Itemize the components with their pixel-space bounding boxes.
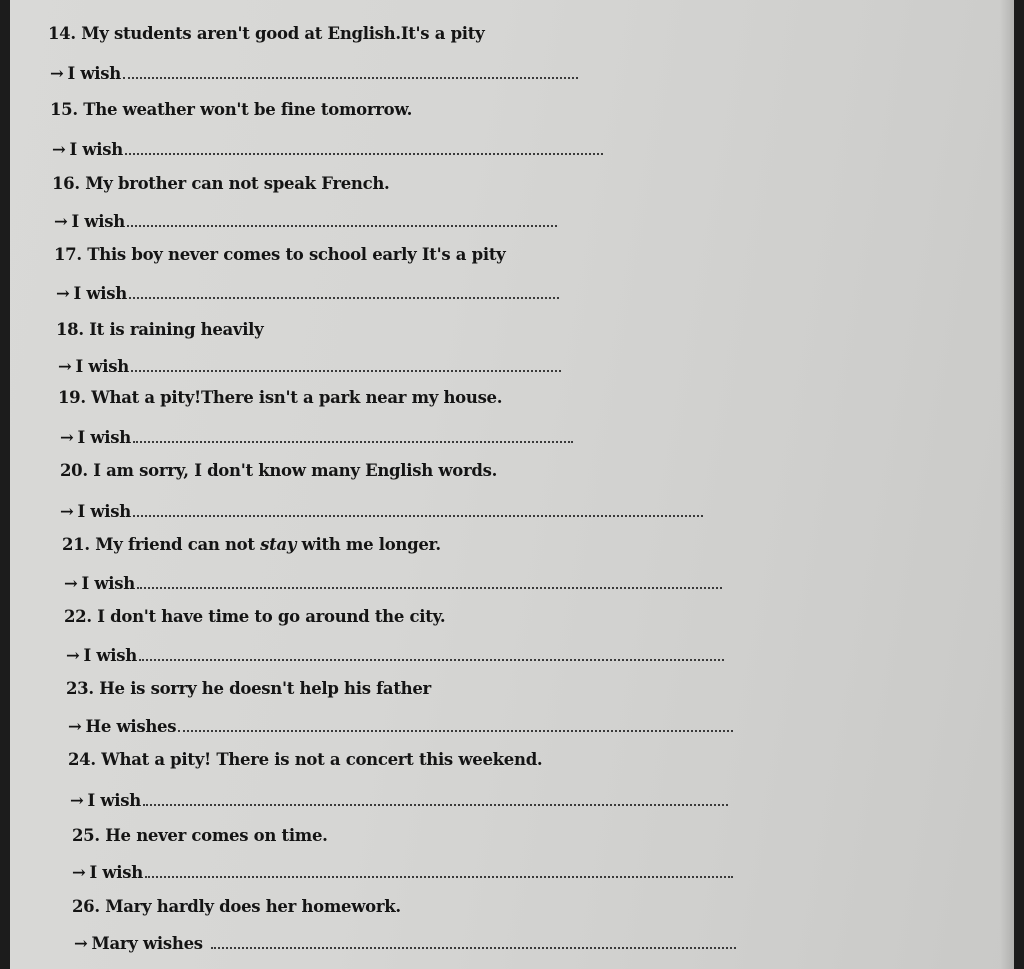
arrow-icon: → xyxy=(66,646,80,665)
exercise-26-answer-line: → Mary wishes xyxy=(74,934,736,953)
exercise-16-answer-line: → I wish xyxy=(54,212,557,231)
exercise-24-prompt: 24. What a pity! There is not a concert this weekend. xyxy=(68,750,543,769)
exercise-21-prompt: 21. My friend can not stay with me longer. xyxy=(62,535,441,554)
exercise-18-answer-line: → I wish xyxy=(58,357,561,376)
exercise-15-prompt: 15. The weather won't be fine tomorrow. xyxy=(50,100,413,119)
arrow-icon: → xyxy=(50,64,64,83)
exercise-21-answer-line: → I wish xyxy=(64,574,722,593)
arrow-icon: → xyxy=(60,502,74,521)
exercise-15-answer-line: → I wish xyxy=(52,140,603,159)
exercise-16-prompt: 16. My brother can not speak French. xyxy=(52,174,390,193)
exercise-14-answer-line: → I wish xyxy=(50,64,578,83)
exercise-24-answer-line: → I wish xyxy=(70,791,728,810)
exercise-18-prompt: 18. It is raining heavily xyxy=(56,320,264,339)
arrow-icon: → xyxy=(58,357,72,376)
exercise-17-prompt: 17. This boy never comes to school early It's a pity xyxy=(54,245,506,264)
exercise-19-answer-line: → I wish xyxy=(60,428,573,447)
answer-blank xyxy=(133,513,703,517)
answer-blank xyxy=(129,295,559,299)
exercise-25-answer-line: → I wish xyxy=(72,863,733,882)
arrow-icon: → xyxy=(72,863,86,882)
arrow-icon: → xyxy=(74,934,88,953)
exercise-22-prompt: 22. I don't have time to go around the city. xyxy=(64,607,446,626)
answer-blank xyxy=(127,223,557,227)
exercise-20-answer-line: → I wish xyxy=(60,502,703,521)
arrow-icon: → xyxy=(68,717,82,736)
answer-blank xyxy=(133,439,573,443)
worksheet-page xyxy=(10,0,1014,969)
arrow-icon: → xyxy=(70,791,84,810)
answer-blank xyxy=(131,368,561,372)
page-edge-shadow xyxy=(1000,0,1014,969)
exercise-25-prompt: 25. He never comes on time. xyxy=(72,826,328,845)
arrow-icon: → xyxy=(56,284,70,303)
arrow-icon: → xyxy=(60,428,74,447)
answer-blank xyxy=(139,657,724,661)
exercise-23-prompt: 23. He is sorry he doesn't help his father xyxy=(66,679,431,698)
answer-blank xyxy=(178,728,733,732)
exercise-22-answer-line: → I wish xyxy=(66,646,724,665)
answer-blank xyxy=(143,802,728,806)
exercise-14-prompt: 14. My students aren't good at English.It's a pity xyxy=(48,24,485,43)
answer-blank xyxy=(125,151,603,155)
answer-blank xyxy=(123,75,578,79)
arrow-icon: → xyxy=(64,574,78,593)
exercise-23-answer-line: → He wishes xyxy=(68,717,733,736)
exercise-19-prompt: 19. What a pity!There isn't a park near my house. xyxy=(58,388,503,407)
answer-blank xyxy=(145,874,733,878)
arrow-icon: → xyxy=(52,140,66,159)
arrow-icon: → xyxy=(54,212,68,231)
exercise-20-prompt: 20. I am sorry, I don't know many English words. xyxy=(60,461,498,480)
answer-blank xyxy=(211,945,736,949)
exercise-17-answer-line: → I wish xyxy=(56,284,559,303)
answer-blank xyxy=(137,585,722,589)
exercise-26-prompt: 26. Mary hardly does her homework. xyxy=(72,897,401,916)
